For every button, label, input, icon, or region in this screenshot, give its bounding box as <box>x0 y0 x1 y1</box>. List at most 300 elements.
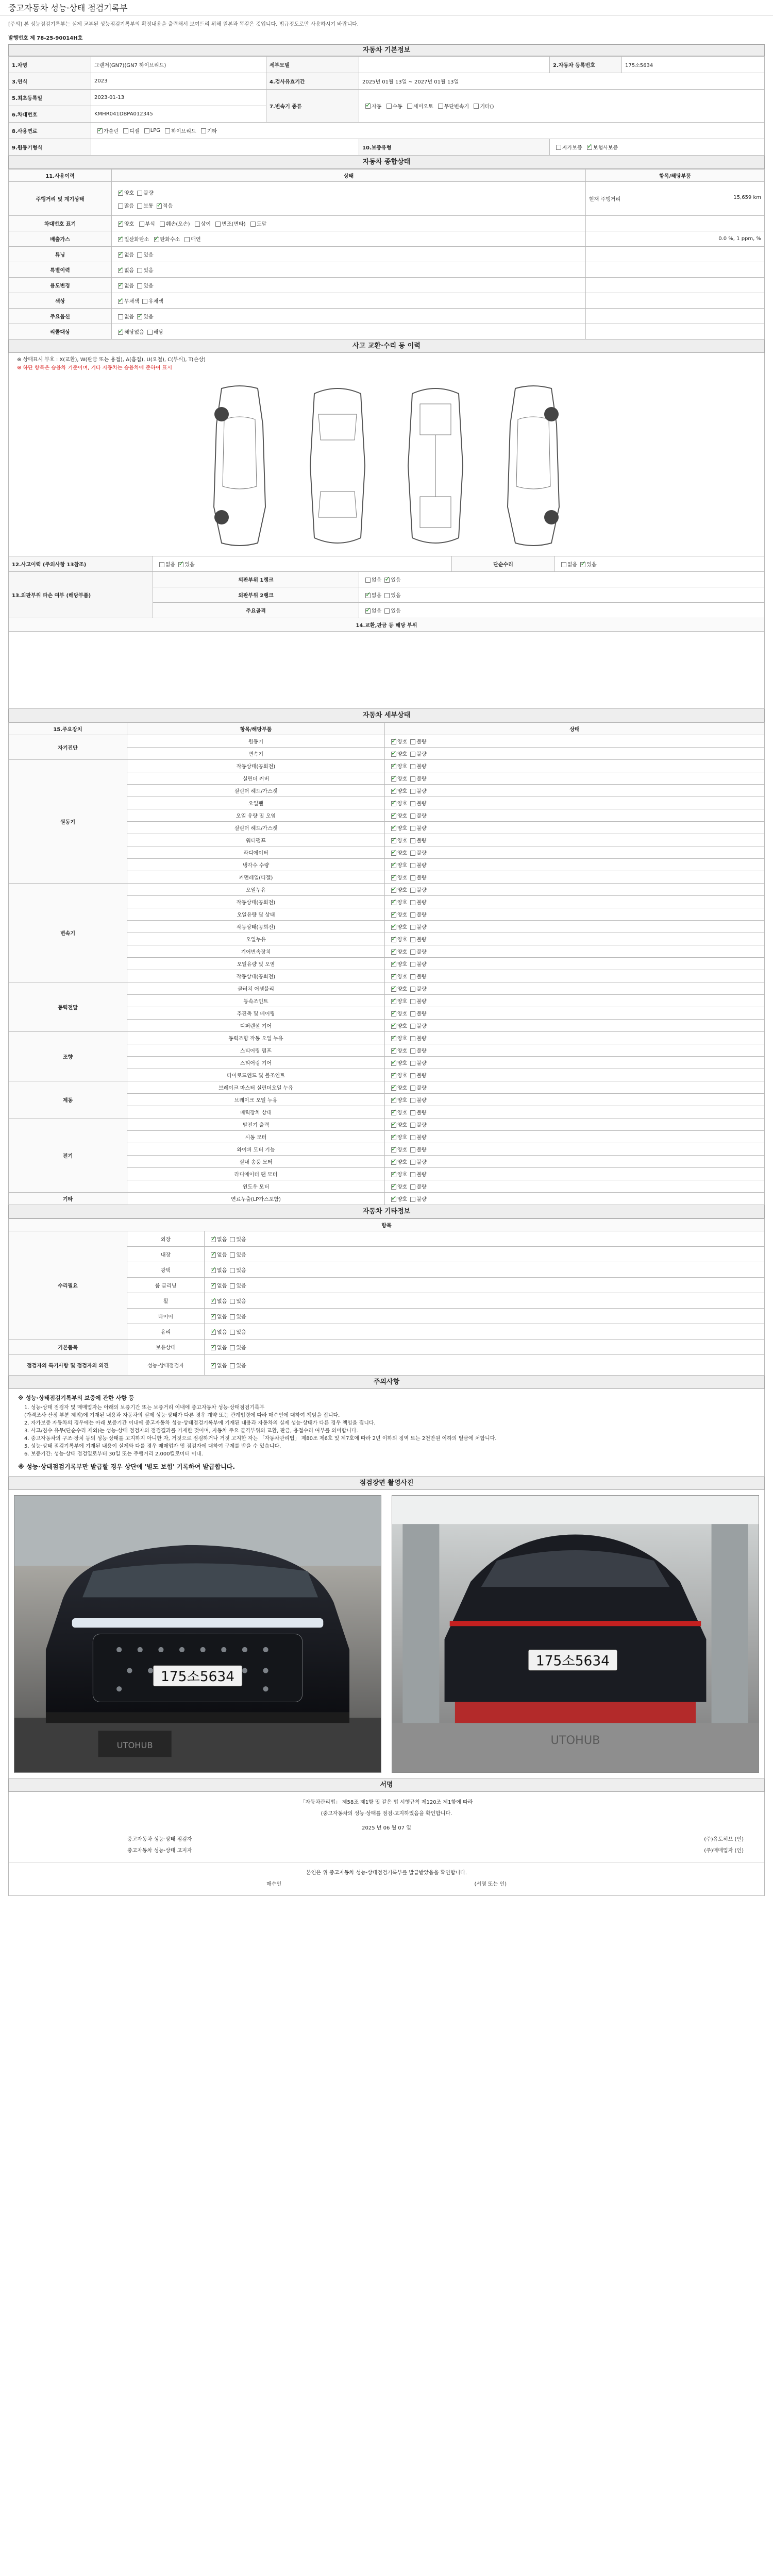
state-checkbox <box>391 1184 396 1190</box>
state-checkbox <box>410 999 415 1004</box>
state-option-label: 양호 <box>397 1048 408 1054</box>
detail-item-state <box>385 871 765 884</box>
state-checkbox <box>230 1330 235 1335</box>
state-checkbox <box>230 1268 235 1273</box>
accident-legend-1: ※ 상태표시 부호 : X(교환), W(판금 또는 용접), A(흠집), U(요철), C(부식), T(손상) <box>17 357 206 363</box>
state-checkbox <box>391 1073 396 1078</box>
section-photos-title: 점검장면 촬영사진 <box>8 1477 765 1490</box>
detail-item-state <box>385 1143 765 1156</box>
label-fuel: 8.사용연료 <box>9 123 91 139</box>
state-option-label: 불량 <box>416 987 427 992</box>
state-option-label: 있음 <box>236 1330 246 1335</box>
detail-item-state <box>385 1193 765 1205</box>
detail-item-state <box>385 735 765 748</box>
state-option-label: 양호 <box>397 1061 408 1066</box>
state-option-label: 불량 <box>416 1011 427 1017</box>
state-option-label: 불량 <box>416 752 427 757</box>
state-option-label: 불량 <box>416 1061 427 1066</box>
state-checkbox <box>391 764 396 769</box>
detail-item-label: 디퍼렌셜 기어 <box>127 1020 385 1032</box>
state-option-label: 양호 <box>397 974 408 980</box>
state-checkbox <box>391 789 396 794</box>
detail-item-state <box>385 908 765 921</box>
detail-item-label: 와이퍼 모터 기능 <box>127 1143 385 1156</box>
state-option-label: 양호 <box>397 1098 408 1104</box>
extra-item-state <box>205 1324 765 1340</box>
state-option-label: 불량 <box>416 1098 427 1104</box>
state-checkbox <box>230 1237 235 1242</box>
extra-item-state <box>205 1262 765 1278</box>
state-option-label: 불량 <box>416 1073 427 1079</box>
rear-plate-text: 175소5634 <box>535 1653 610 1669</box>
state-option-label: 양호 <box>397 912 408 918</box>
state-checkbox <box>230 1363 235 1368</box>
state-option-label: 없음 <box>217 1330 227 1335</box>
state-checkbox <box>391 888 396 893</box>
overall-head-state: 상태 <box>112 170 586 182</box>
doc-notice: [주의] 본 성능점검기록부는 실제 교부된 성능점검기록부의 확정내용을 출력해서 보여드리 위해 원본과 똑같은 것입니다. 법규정도로만 사용하시기 바랍니다. <box>8 22 359 27</box>
value-engine <box>91 139 359 156</box>
detail-item-label: 실린더 헤드/가스켓 <box>127 822 385 834</box>
state-checkbox <box>410 814 415 819</box>
checkbox-fuel-hybrid <box>165 128 170 133</box>
label-warranty: 10.보증유형 <box>359 139 550 156</box>
value-model <box>359 57 550 73</box>
state-checkbox <box>410 851 415 856</box>
state-option-label: 양호 <box>397 937 408 943</box>
state-checkbox <box>391 776 396 782</box>
state-option-label: 불량 <box>416 875 427 881</box>
checkbox-fuel-etc <box>201 128 206 133</box>
state-checkbox <box>410 912 415 918</box>
state-option-label: 불량 <box>416 1135 427 1141</box>
state-option-label: 있음 <box>236 1314 246 1320</box>
detail-item-state <box>385 846 765 859</box>
checkbox-trans-auto <box>365 104 371 109</box>
label-valid: 4.검사유효기간 <box>266 73 359 90</box>
label-plate: 2.자동차 등록번호 <box>550 57 622 73</box>
detail-item-label: 워터펌프 <box>127 834 385 846</box>
state-option-label: 불량 <box>416 1172 427 1178</box>
rear-photo-sign: UTOHUB <box>550 1733 600 1747</box>
state-option-label: 불량 <box>416 764 427 770</box>
state-checkbox <box>410 1061 415 1066</box>
state-checkbox <box>410 764 415 769</box>
detail-item-state <box>385 995 765 1007</box>
detail-item-label: 실린더 헤드/가스켓 <box>127 785 385 797</box>
detail-item-state <box>385 1044 765 1057</box>
state-checkbox <box>211 1283 216 1289</box>
state-checkbox <box>230 1299 235 1304</box>
state-option-label: 불량 <box>416 739 427 745</box>
state-option-label: 양호 <box>397 1147 408 1153</box>
accident-sketch-area <box>8 353 765 556</box>
detail-item-state <box>385 1007 765 1020</box>
state-checkbox <box>410 1184 415 1190</box>
state-checkbox <box>211 1252 216 1258</box>
state-checkbox <box>391 801 396 806</box>
checkbox-warranty-insurer <box>587 145 592 150</box>
state-option-label: 없음 <box>217 1268 227 1274</box>
detail-item-state <box>385 772 765 785</box>
detail-item-label: 발전기 출력 <box>127 1118 385 1131</box>
state-option-label: 없음 <box>217 1237 227 1243</box>
car-left-side-icon <box>201 383 278 548</box>
state-option-label: 불량 <box>416 974 427 980</box>
state-checkbox <box>230 1283 235 1289</box>
state-checkbox <box>230 1252 235 1258</box>
state-option-label: 불량 <box>416 814 427 819</box>
label-engine: 9.원동기형식 <box>9 139 91 156</box>
state-option-label: 있음 <box>236 1268 246 1274</box>
detail-item-state <box>385 809 765 822</box>
detail-item-label: 오일팬 <box>127 797 385 809</box>
state-option-label: 없음 <box>217 1345 227 1351</box>
detail-group-label: 동력전달 <box>9 982 127 1032</box>
state-option-label: 없음 <box>217 1283 227 1289</box>
detail-item-label: 냉각수 수량 <box>127 859 385 871</box>
state-option-label: 양호 <box>397 801 408 807</box>
state-checkbox <box>391 1048 396 1054</box>
state-checkbox <box>391 1123 396 1128</box>
state-option-label: 양호 <box>397 1135 408 1141</box>
state-checkbox <box>391 1086 396 1091</box>
extra-item-label: 휠 <box>127 1293 205 1309</box>
doc-number: 발행번호 제 78-25-90014H호 <box>8 36 83 41</box>
overall-row-label: 차대번호 표기 <box>9 216 112 231</box>
state-checkbox <box>410 888 415 893</box>
state-checkbox <box>391 937 396 942</box>
state-option-label: 없음 <box>217 1252 227 1258</box>
accident-history-label: 12.사고이력 (주의사항 13참조) <box>9 556 153 572</box>
state-checkbox <box>391 912 396 918</box>
detail-item-state <box>385 884 765 896</box>
state-checkbox <box>391 838 396 843</box>
detail-group-label: 원동기 <box>9 760 127 884</box>
state-checkbox <box>410 950 415 955</box>
detail-item-label: 기어변속장치 <box>127 945 385 958</box>
detail-item-label: 브레이크 오일 누유 <box>127 1094 385 1106</box>
state-checkbox <box>391 1098 396 1103</box>
state-option-label: 양호 <box>397 1172 408 1178</box>
simple-repair-label: 단순수리 <box>452 556 555 572</box>
state-checkbox <box>391 900 396 905</box>
extra-item-label: 타이어 <box>127 1309 205 1324</box>
value-year: 2023 <box>91 73 266 90</box>
detail-item-state <box>385 958 765 970</box>
extra-item-state <box>205 1355 765 1376</box>
state-option-label: 양호 <box>397 1110 408 1116</box>
state-checkbox <box>391 1011 396 1016</box>
state-option-label: 불량 <box>416 912 427 918</box>
label-car-name: 1.차명 <box>9 57 91 73</box>
trans-options: ✓ 자동 수동 세미오토 무단변속기 기타() <box>359 90 765 123</box>
state-checkbox <box>410 1098 415 1103</box>
detail-item-label: 브레이크 마스터 실린더오일 누유 <box>127 1081 385 1094</box>
state-checkbox <box>410 1147 415 1153</box>
state-checkbox <box>410 801 415 806</box>
car-right-side-icon <box>495 383 572 548</box>
overall-row-label: 배출가스 <box>9 231 112 247</box>
state-option-label: 불량 <box>416 826 427 832</box>
state-checkbox <box>410 739 415 744</box>
state-option-label: 양호 <box>397 1073 408 1079</box>
state-checkbox <box>391 739 396 744</box>
car-rear-photo <box>392 1496 759 1772</box>
car-bottom-icon <box>397 383 474 548</box>
state-option-label: 불량 <box>416 801 427 807</box>
state-checkbox <box>410 863 415 868</box>
detail-table: 15.주요장치 항목/해당부품 상태 자기진단 원동기 ✓ 양호 불량 변속기 ✓ 양호 불량 원동기 작동상태(공회전) ✓ 양호 불량 실린더 커버 ✓ 양호 불량 실린더 헤드/가스켓 ✓ 양호 불량 오일팬 ✓ 양호 불량 오일 유량 및 오염 ✓ 양호 불량 실린더 헤드/가스켓 ✓ 양호 불량 워터펌프 ✓ 양호 불량 라디에이터 ✓ 양호 불량 냉각수 수량 ✓ 양호 불량 커먼레일(디젤) ✓ 양호 불량 변속기 오일누유 ✓ 양호 불량 작동상태(공회전) ✓ 양호 불량 오일유량 및 상태 ✓ 양호 불량 작동상태(공회전) ✓ 양호 불량 오일누유 ✓ 양호 불량 기어변속장치 ✓ 양호 불량 오일유량 및 오염 ✓ 양호 불량 작동상태(공회전) ✓ 양호 불량 동력전달 클러치 어셈블리 ✓ 양호 불량 등속조인트 ✓ 양호 불량 추진축 및 베어링 ✓ 양호 불량 디퍼렌셜 기어 ✓ 양호 불량 조향 동력조향 작동 오일 누유 ✓ 양호 불량 스티어링 펌프 ✓ 양호 불량 스티어링 기어 ✓ 양호 불량 타이로드엔드 및 볼조인트 ✓ 양호 불량 제동 브레이크 마스터 실린더오일 누유 ✓ 양호 불량 브레이크 오일 누유 ✓ 양호 불량 배력장치 상태 ✓ 양호 불량 전기 발전기 출력 ✓ 양호 불량 시동 모터 ✓ 양호 불량 와이퍼 모터 기능 ✓ 양호 불량 실내 송풍 모터 ✓ 양호 불량 라디에이터 팬 모터 ✓ 양호 불량 윈도우 모터 ✓ 양호 불량 기타 연료누출(LP가스포함) ✓ 양호 불량 <box>8 722 765 1205</box>
detail-item-label: 추진축 및 베어링 <box>127 1007 385 1020</box>
state-checkbox <box>410 1086 415 1091</box>
detail-item-label: 스티어링 펌프 <box>127 1044 385 1057</box>
label-year: 3.연식 <box>9 73 91 90</box>
state-option-label: 불량 <box>416 999 427 1005</box>
overall-vin-state: ✓ 양호 부식 훼손(오손) 상이 변조(변타) 도말 <box>112 216 586 231</box>
section-signature-title: 서명 <box>8 1778 765 1792</box>
state-checkbox <box>410 875 415 880</box>
section-caution-title: 주의사항 <box>8 1376 765 1389</box>
value-plate: 175소5634 <box>622 57 765 73</box>
detail-item-label: 시동 모터 <box>127 1131 385 1143</box>
state-option-label: 양호 <box>397 776 408 782</box>
extra-table: 항목 수리필요 외장 ✓ 없음 있음 내장 ✓ 없음 있음 광택 ✓ 없음 있음 룸 클리닝 ✓ 없음 있음 휠 ✓ 없음 있음 타이어 ✓ 없음 있음 유리 ✓ 없음 있음 기본품목 보유상태 ✓ 없음 있음 점검자의 특기사항 및 점검자의 의견 성능·상태점검자 ✓ 없음 있음 <box>8 1218 765 1376</box>
state-option-label: 불량 <box>416 937 427 943</box>
state-option-label: 불량 <box>416 962 427 968</box>
state-option-label: 양호 <box>397 814 408 819</box>
state-checkbox <box>391 999 396 1004</box>
report-body <box>8 44 765 1896</box>
overall-row-label: 특별이력 <box>9 262 112 278</box>
state-checkbox <box>391 950 396 955</box>
state-option-label: 있음 <box>236 1283 246 1289</box>
checkbox-trans-manual <box>386 104 392 109</box>
detail-item-state <box>385 945 765 958</box>
detail-item-state <box>385 760 765 772</box>
state-checkbox <box>391 1160 396 1165</box>
state-option-label: 양호 <box>397 900 408 906</box>
inspection-photos <box>8 1490 765 1778</box>
checkbox-fuel-diesel <box>123 128 128 133</box>
fuel-options: ✓ 가솔린 디젤 LPG 하이브리드 기타 <box>91 123 765 139</box>
extra-item-label: 성능·상태점검자 <box>127 1355 205 1376</box>
detail-item-label: 클러치 어셈블리 <box>127 982 385 995</box>
state-option-label: 있음 <box>236 1299 246 1304</box>
state-option-label: 불량 <box>416 1048 427 1054</box>
state-checkbox <box>391 851 396 856</box>
state-option-label: 있음 <box>236 1363 246 1369</box>
state-checkbox <box>211 1299 216 1304</box>
overall-row-label: 주요옵션 <box>9 309 112 324</box>
state-option-label: 불량 <box>416 950 427 955</box>
detail-item-state <box>385 1081 765 1094</box>
state-checkbox <box>410 900 415 905</box>
state-option-label: 불량 <box>416 1160 427 1165</box>
detail-item-label: 배력장치 상태 <box>127 1106 385 1118</box>
detail-item-state <box>385 1131 765 1143</box>
extra-group-label: 점검자의 특기사항 및 점검자의 의견 <box>9 1355 127 1376</box>
detail-item-state <box>385 982 765 995</box>
extra-item-label: 보유상태 <box>127 1340 205 1355</box>
state-checkbox <box>391 1110 396 1115</box>
extra-item-label: 룸 클리닝 <box>127 1278 205 1293</box>
state-checkbox <box>410 776 415 782</box>
state-checkbox <box>211 1237 216 1242</box>
state-checkbox <box>410 1048 415 1054</box>
state-checkbox <box>410 1135 415 1140</box>
section-overall-title: 자동차 종합상태 <box>8 156 765 169</box>
state-checkbox <box>410 1110 415 1115</box>
state-checkbox <box>391 863 396 868</box>
state-option-label: 양호 <box>397 1011 408 1017</box>
state-option-label: 있음 <box>236 1252 246 1258</box>
overall-head-usage: 11.사용이력 <box>9 170 112 182</box>
state-option-label: 불량 <box>416 1184 427 1190</box>
car-diagram <box>9 376 764 556</box>
state-checkbox <box>391 974 396 979</box>
checkbox-fuel-lpg <box>144 128 149 133</box>
state-option-label: 양호 <box>397 826 408 832</box>
detail-group-label: 변속기 <box>9 884 127 982</box>
value-vin: KMHR041DBPA012345 <box>91 106 266 123</box>
state-checkbox <box>391 1024 396 1029</box>
state-option-label: 불량 <box>416 863 427 869</box>
state-option-label: 불량 <box>416 1197 427 1202</box>
detail-item-label: 라디에이터 <box>127 846 385 859</box>
state-checkbox <box>410 974 415 979</box>
detail-item-label: 작동상태(공회전) <box>127 896 385 908</box>
state-option-label: 없음 <box>217 1314 227 1320</box>
caution-body: ※ 성능·상태점검기록부의 보증에 관한 사항 등 1. 성능·상태 점검자 및 매매업자는 아래의 보증기간 또는 보증거리 이내에 중고자동차 성능·상태점검기록부 (가격조사·산정 부분 제외)에 기재된 내용과 자동차의 실제 성능·상태가 다른 경우 계약 또는 관계법령에 따라 매수인에 대하여 책임을 집니다. 2. 자가보증 자동차의 경우에는 아래 보증기간 이내에 중고자동차 성능·상태점검기록부에 기재된 내용과 자동차의 실제 성능·상태가 다른 경우 책임을 집니다. 3. 사고/침수 유무(단순수리 제외)는 성능·상태 점검자의 점검결과를 기재한 것이며, 자동차 주요 골격부위의 교환, 판금, 용접수리 여부를 의미합니다. 4. 중고자동차의 구조·장치 등의 성능·상태를 고지하지 아니한 자, 거짓으로 점검하거나 거짓 고지한 자는 「자동차관리법」 제80조 제6호 및 제7호에 따라 2년 이하의 징역 또는 2천만원 이하의 벌금에 처합니다. 5. 성능·상태 점검기록부에 기재된 내용이 실제와 다를 경우 매매업자 및 점검자에 대하여 구제를 받을 수 있습니다. 6. 보증기간: 성능·상태 점검일로부터 30일 또는 주행거리 2,000킬로미터 이내. ※ 성능·상태점검기록부만 발급할 경우 상단에 '별도 보험' 기록하여 발급합니다. <box>8 1389 765 1477</box>
detail-item-state <box>385 1180 765 1193</box>
accident-legend-2: ※ 하단 항목은 승용차 기준이며, 기타 자동차는 승용차에 준하여 표시 <box>17 365 172 371</box>
extra-item-label: 유리 <box>127 1324 205 1340</box>
detail-item-label: 라디에이터 팬 모터 <box>127 1168 385 1180</box>
state-option-label: 불량 <box>416 1036 427 1042</box>
state-checkbox <box>410 1036 415 1041</box>
section-basic-title: 자동차 기본정보 <box>8 45 765 56</box>
detail-item-label: 오일유량 및 오염 <box>127 958 385 970</box>
front-photo <box>14 1495 381 1773</box>
detail-item-state <box>385 970 765 982</box>
state-option-label: 양호 <box>397 1086 408 1091</box>
detail-item-state <box>385 822 765 834</box>
label-model: 세부모델 <box>266 57 359 73</box>
front-plate-text: 175소5634 <box>160 1668 235 1685</box>
section-accident-title: 사고 교환·수리 등 이력 <box>8 340 765 353</box>
state-option-label: 양호 <box>397 1184 408 1190</box>
state-option-label: 양호 <box>397 888 408 893</box>
section-detail-title: 자동차 세부상태 <box>8 709 765 722</box>
state-option-label: 없음 <box>217 1363 227 1369</box>
state-option-label: 양호 <box>397 950 408 955</box>
detail-group-label: 자기진단 <box>9 735 127 760</box>
detail-item-state <box>385 1020 765 1032</box>
overall-emission-value: 0.0 %, 1 ppm, % <box>586 231 765 247</box>
detail-item-label: 커먼레일(디젤) <box>127 871 385 884</box>
rear-photo <box>392 1495 759 1773</box>
state-option-label: 양호 <box>397 838 408 844</box>
state-checkbox <box>391 925 396 930</box>
detail-item-label: 작동상태(공회전) <box>127 921 385 933</box>
state-checkbox <box>391 1036 396 1041</box>
overall-row-label: 튜닝 <box>9 247 112 262</box>
state-option-label: 양호 <box>397 1197 408 1202</box>
detail-item-label: 오일 유량 및 오염 <box>127 809 385 822</box>
detail-item-state <box>385 748 765 760</box>
state-checkbox <box>391 752 396 757</box>
state-option-label: 불량 <box>416 1086 427 1091</box>
detail-item-state <box>385 1032 765 1044</box>
state-option-label: 양호 <box>397 1024 408 1029</box>
state-checkbox <box>211 1314 216 1319</box>
detail-item-state <box>385 1069 765 1081</box>
state-checkbox <box>391 1147 396 1153</box>
state-checkbox <box>391 875 396 880</box>
state-checkbox <box>391 826 396 831</box>
extra-item-state <box>205 1340 765 1355</box>
state-checkbox <box>391 962 396 967</box>
state-option-label: 불량 <box>416 1147 427 1153</box>
extra-item-state <box>205 1293 765 1309</box>
extra-item-state <box>205 1247 765 1262</box>
state-option-label: 불량 <box>416 1123 427 1128</box>
detail-item-label: 동력조향 작동 오일 누유 <box>127 1032 385 1044</box>
extra-item-state <box>205 1309 765 1324</box>
state-option-label: 양호 <box>397 863 408 869</box>
state-option-label: 양호 <box>397 1160 408 1165</box>
exchange-parts-title: 14.교환,판금 등 해당 부위 <box>9 618 765 632</box>
state-checkbox <box>410 987 415 992</box>
warranty-options: 자가보증 ✓ 보험사보증 <box>550 139 765 156</box>
accident-table: 12.사고이력 (주의사항 13참조) 없음✓ 있음 단순수리 없음✓ 있음 13.외판부위 파손 여부 (해당부품) 외판부위 1랭크 없음✓ 있음 외판부위 2랭크 ✓ 없음 있음 주요골격 ✓ 없음 있음 14.교환,판금 등 해당 부위 <box>8 556 765 709</box>
state-checkbox <box>410 1172 415 1177</box>
state-option-label: 불량 <box>416 888 427 893</box>
checkbox-trans-cvt <box>438 104 443 109</box>
state-checkbox <box>410 789 415 794</box>
label-vin: 6.차대번호 <box>9 106 91 123</box>
state-option-label: 양호 <box>397 875 408 881</box>
state-checkbox <box>410 1197 415 1202</box>
car-top-icon <box>299 383 376 548</box>
state-option-label: 양호 <box>397 1123 408 1128</box>
state-option-label: 양호 <box>397 1036 408 1042</box>
detail-item-state <box>385 896 765 908</box>
state-checkbox <box>410 1123 415 1128</box>
state-checkbox <box>410 838 415 843</box>
state-checkbox <box>410 925 415 930</box>
checkbox-fuel-gasoline <box>97 128 103 133</box>
detail-item-label: 실린더 커버 <box>127 772 385 785</box>
state-option-label: 불량 <box>416 838 427 844</box>
state-checkbox <box>391 1172 396 1177</box>
detail-group-label: 제동 <box>9 1081 127 1118</box>
state-checkbox <box>391 1061 396 1066</box>
overall-row-label: 주행거리 및 계기상태 <box>9 182 112 216</box>
overall-table: 11.사용이력 상태 항목/해당부품 주행거리 및 계기상태 ✓양호 불량 많음 보통✓ 적음 현재 주행거리 15,659 km 차대번호 표기 ✓ 양호 부식 훼손(오손) 상이 변조(변타) 도말 배출가스 ✓ 일산화탄소 ✓ 탄화수소 매연 0.0 %, 1 ppm, % 튜닝 ✓ 없음 있음 특별이력 ✓ 없음 있음 용도변경 ✓ 없음 있음 색상 ✓ 무채색 유채색 주요옵션 없음✓ 있음 리콜대상 ✓ 해당없음 해당 <box>8 169 765 340</box>
state-checkbox <box>230 1345 235 1350</box>
state-option-label: 양호 <box>397 925 408 930</box>
detail-item-label: 오일누유 <box>127 933 385 945</box>
detail-item-state <box>385 921 765 933</box>
checkbox-trans-semi <box>407 104 412 109</box>
label-first-reg: 5.최초등록일 <box>9 90 91 106</box>
extra-item-label: 외장 <box>127 1231 205 1247</box>
section-extra-title: 자동차 기타정보 <box>8 1205 765 1218</box>
detail-item-label: 등속조인트 <box>127 995 385 1007</box>
state-option-label: 양호 <box>397 764 408 770</box>
